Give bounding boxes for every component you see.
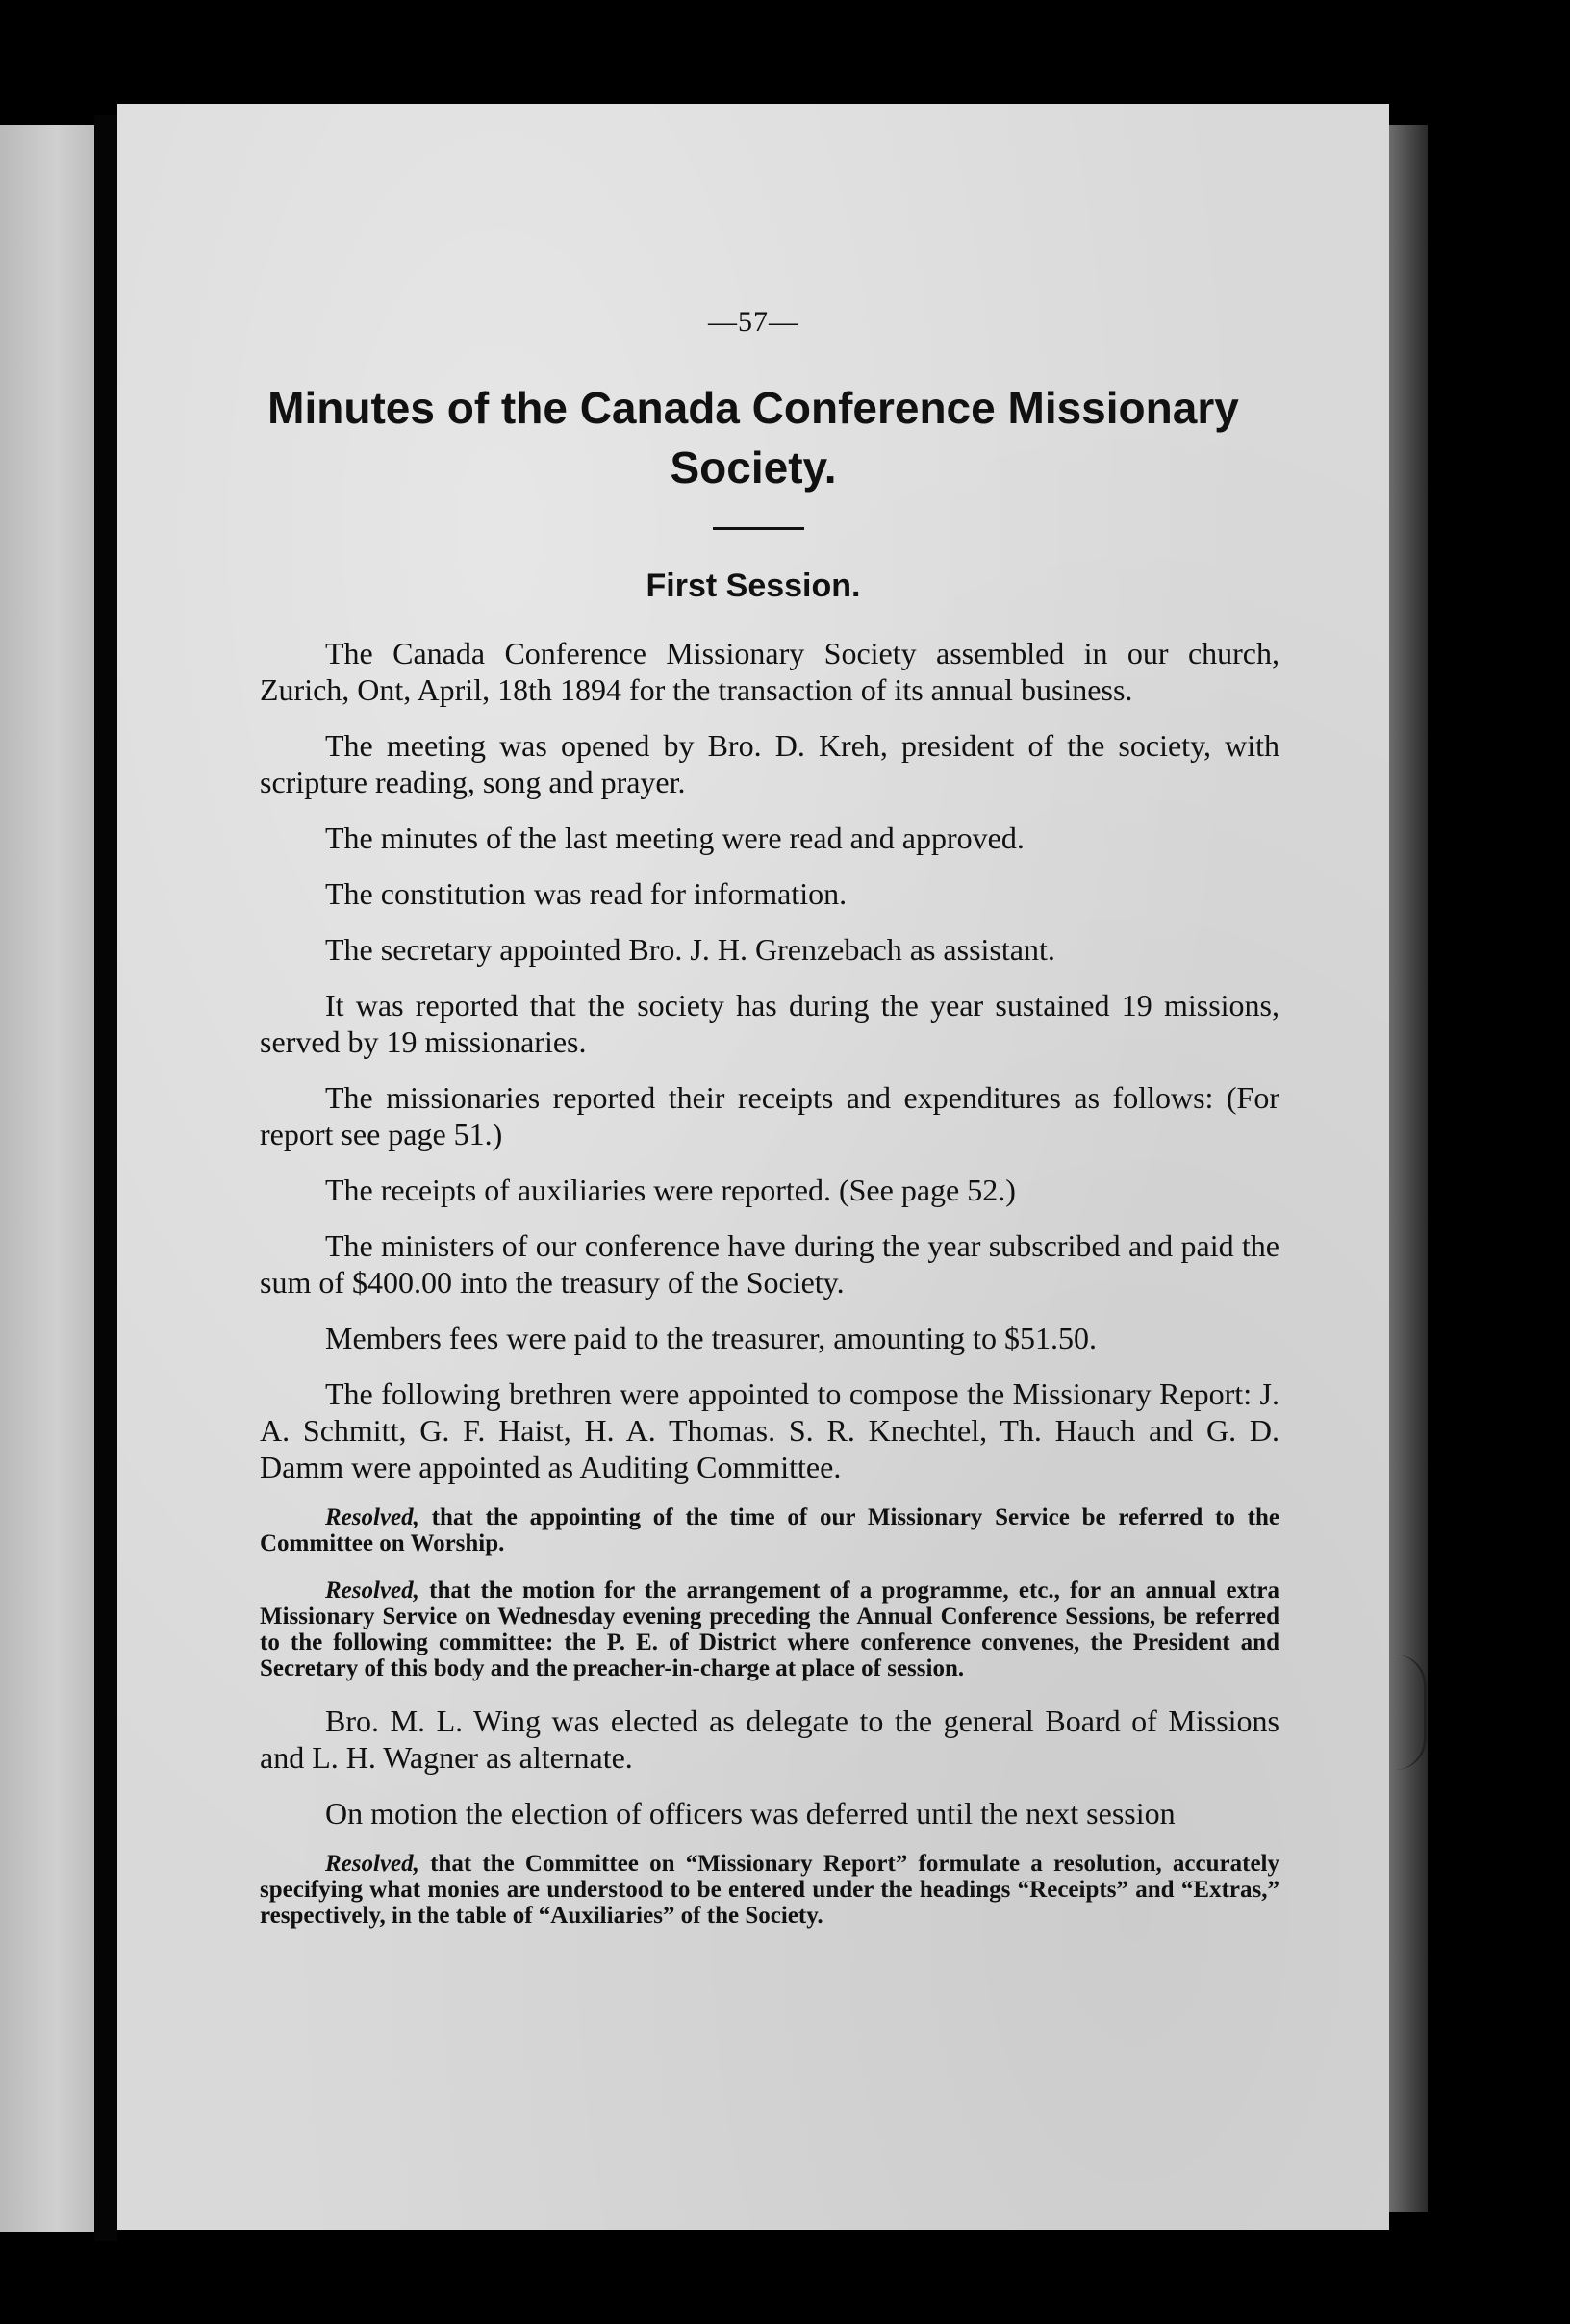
- resolution-text: that the Committee on “Missionary Report” formulate a resolution, accurately specifying what monies are understood to be entered under the headings “Receipts” and “Extras,” respectively, in the table of “Auxiliaries” of the Society.: [260, 1851, 1279, 1929]
- title-line-2: Society.: [670, 442, 837, 493]
- paragraph-committee-appointments: The following brethren were appointed to compose the Missionary Report: J. A. Schmitt, G. F. Haist, H. A. Thomas. S. R. Knechtel, Th. Hauch and G. D. Damm were appointed as Auditing Committee.: [260, 1377, 1279, 1484]
- resolution-missionary-report: [260, 1851, 1279, 1929]
- paragraph-minutes-approved: The minutes of the last meeting were read and approved.: [325, 821, 1025, 855]
- paragraph-auxiliaries: The receipts of auxiliaries were reported. (See page 52.): [325, 1173, 1016, 1207]
- session-heading: First Session.: [646, 568, 861, 604]
- paragraph-constitution: The constitution was read for information.: [325, 876, 848, 911]
- left-page-edge: [0, 125, 94, 2232]
- resolution-lead: Resolved,: [325, 1851, 419, 1877]
- minutes-body: [260, 635, 1279, 1950]
- resolution-text: that the appointing of the time of our Missionary Service be referred to the Committee on Worship.: [260, 1504, 1279, 1556]
- paragraph-assembly: The Canada Conference Missionary Society assembled in our church, Zurich, Ont, April, 18th 1894 for the transaction of its annual business.: [260, 636, 1279, 707]
- title-divider: [713, 527, 804, 530]
- paragraph-members-fees: Members fees were paid to the treasurer, amounting to $51.50.: [325, 1321, 1098, 1355]
- paragraph-opening: The meeting was opened by Bro. D. Kreh, president of the society, with scripture reading, song and prayer.: [260, 728, 1279, 799]
- resolution-programme: [260, 1578, 1279, 1681]
- paragraph-delegate-election: Bro. M. L. Wing was elected as delegate to the general Board of Missions and L. H. Wagner as alternate.: [260, 1704, 1279, 1775]
- resolution-lead: Resolved,: [325, 1504, 419, 1530]
- right-page-edge: [1389, 125, 1428, 2212]
- paragraph-secretary-assistant: The secretary appointed Bro. J. H. Grenzebach as assistant.: [325, 932, 1055, 967]
- title-line-1: Minutes of the Canada Conference Missionary: [267, 383, 1239, 433]
- page-title: [117, 378, 1389, 497]
- paragraph-receipts-expenditures: The missionaries reported their receipts and expenditures as follows: (For report see page 51.): [260, 1080, 1279, 1151]
- resolution-text: that the motion for the arrangement of a programme, etc., for an annual extra Missionary Service on Wednesday evening preceding the Annual Conference Sessions, be referred to the following committee: the P. E. of District where conference convenes, the President and Secretary of this body and the preacher-in-charge at place of session.: [260, 1578, 1279, 1681]
- paragraph-officers-deferred: On motion the election of officers was deferred until the next session: [325, 1796, 1176, 1831]
- book-gutter: [94, 115, 117, 2241]
- margin-bracket-mark: [1395, 1655, 1427, 1770]
- resolution-lead: Resolved,: [325, 1578, 419, 1604]
- paragraph-missions-sustained: It was reported that the society has during the year sustained 19 missions, served by 19 missionaries.: [260, 988, 1279, 1059]
- page-number: —57—: [708, 306, 798, 338]
- resolution-worship: [260, 1504, 1279, 1556]
- paragraph-ministers-subscription: The ministers of our conference have during the year subscribed and paid the sum of $400.00 into the treasury of the Society.: [260, 1228, 1279, 1300]
- document-page: [117, 104, 1389, 2230]
